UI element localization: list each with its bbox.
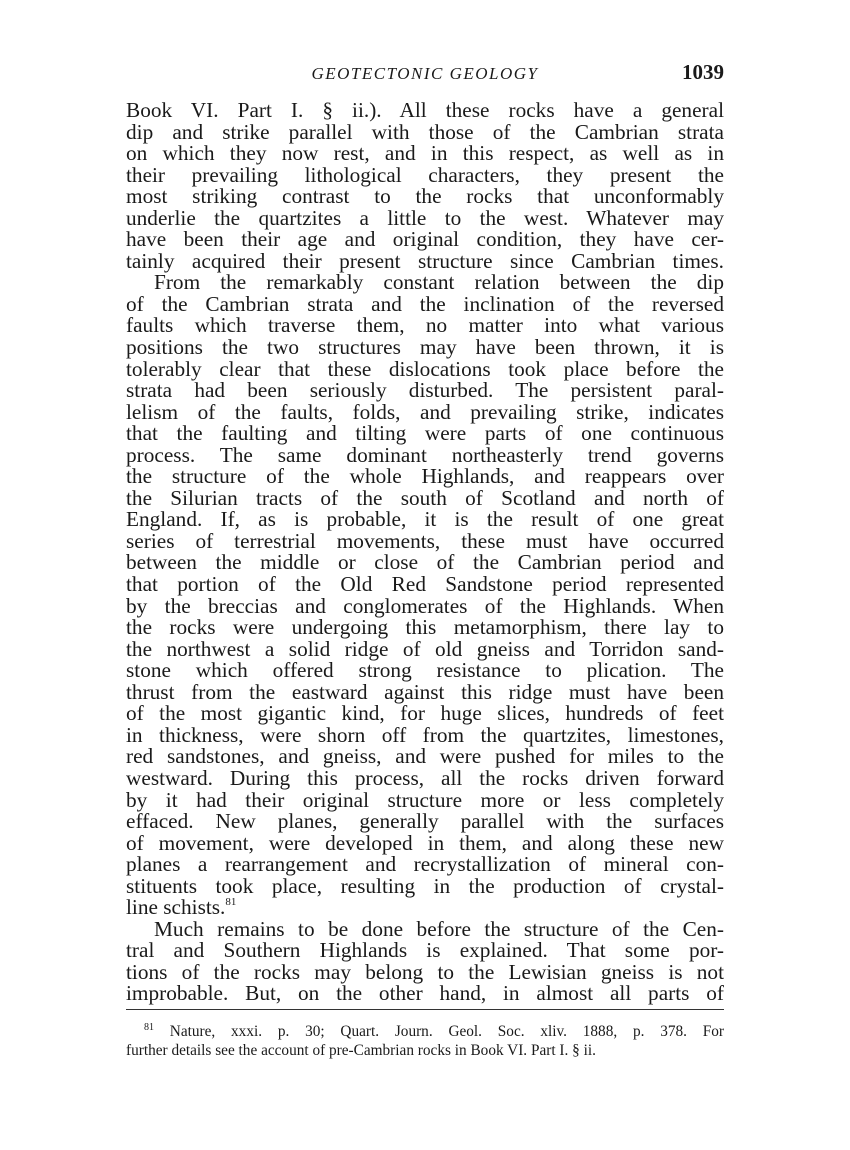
text-line: dip and strike parallel with those of the Cambrian strata <box>126 119 724 144</box>
text-line: effaced. New planes, generally parallel with the surfaces <box>126 809 724 834</box>
paragraph-3 <box>126 916 724 1006</box>
text-line: tolerably clear that these dislocations took place before the <box>126 356 724 381</box>
body-text <box>126 100 724 1005</box>
text-line: stituents took place, resulting in the production of crystal- <box>126 873 724 898</box>
text-line: England. If, as is probable, it is the result of one great <box>126 507 724 532</box>
text-line <box>126 897 724 919</box>
text-line: process. The same dominant northeasterly trend governs <box>126 442 724 467</box>
text-line: the Silurian tracts of the south of Scotland and north of <box>126 485 724 510</box>
text-line: between the middle or close of the Cambrian period and <box>126 550 724 575</box>
text-line: tions of the rocks may belong to the Lewisian gneiss is not <box>126 959 724 984</box>
footnote-divider <box>126 1009 724 1010</box>
text-line: most striking contrast to the rocks that unconformably <box>126 184 724 209</box>
text-line: of the most gigantic kind, for huge slices, hundreds of feet <box>126 701 724 726</box>
text-line: on which they now rest, and in this respect, as well as in <box>126 141 724 166</box>
footnote <box>126 1022 724 1060</box>
text-line: that the faulting and tilting were parts of one continuous <box>126 421 724 446</box>
paragraph-1 <box>126 100 724 272</box>
text-line: by the breccias and conglomerates of the Highlands. When <box>126 593 724 618</box>
page-number: 1039 <box>682 60 724 84</box>
text-line: series of terrestrial movements, these must have occurred <box>126 528 724 553</box>
text-line: tainly acquired their present structure since Cambrian times. <box>126 248 724 273</box>
footnote-line <box>126 1022 724 1041</box>
text-line: planes a rearrangement and recrystallization of mineral con- <box>126 852 724 877</box>
text-line: of the Cambrian strata and the inclination of the reversed <box>126 291 724 316</box>
footnote-line: further details see the account of pre-Cambrian rocks in Book VI. Part I. § ii. <box>126 1042 596 1059</box>
text-line: faults which traverse them, no matter into what various <box>126 313 724 338</box>
text-line: red sandstones, and gneiss, and were pushed for miles to the <box>126 744 724 769</box>
text-line: stone which offered strong resistance to plication. The <box>126 658 724 683</box>
text-line-content: line schists. <box>126 895 226 920</box>
text-line: Book VI. Part I. § ii.). All these rocks have a general <box>126 98 724 122</box>
text-line: thrust from the eastward against this ridge must have been <box>126 679 724 704</box>
text-line: From the remarkably constant relation between the dip <box>154 270 724 295</box>
text-line: underlie the quartzites a little to the west. Whatever may <box>126 205 724 230</box>
text-line: lelism of the faults, folds, and prevailing strike, indicates <box>126 399 724 424</box>
text-line: positions the two structures may have been thrown, it is <box>126 335 724 360</box>
footnote-reference: 81 <box>225 896 237 909</box>
text-line: Much remains to be done before the structure of the Cen- <box>154 916 724 941</box>
running-head <box>126 60 724 88</box>
footnote-marker: 81 <box>144 1022 154 1033</box>
running-title: GEOTECTONIC GEOLOGY <box>311 64 539 83</box>
text-line: that portion of the Old Red Sandstone period represented <box>126 572 724 597</box>
text-line: by it had their original structure more or less completely <box>126 787 724 812</box>
text-line: their prevailing lithological characters, they present the <box>126 162 724 187</box>
text-line: in thickness, were shorn off from the quartzites, limestones, <box>126 722 724 747</box>
text-line: have been their age and original condition, they have cer- <box>126 227 724 252</box>
text-line: of movement, were developed in them, and along these new <box>126 830 724 855</box>
footnote-text: Nature, xxxi. p. 30; Quart. Journ. Geol. Soc. xliv. 1888, p. 378. For <box>169 1023 724 1040</box>
text-line: the northwest a solid ridge of old gneiss and Torridon sand- <box>126 636 724 661</box>
text-line: the structure of the whole Highlands, and reappears over <box>126 464 724 489</box>
paragraph-2 <box>126 272 724 918</box>
text-line: improbable. But, on the other hand, in almost all parts of <box>126 981 724 1006</box>
text-line: westward. During this process, all the rocks driven forward <box>126 765 724 790</box>
text-line: tral and Southern Highlands is explained. That some por- <box>126 938 724 963</box>
text-line: strata had been seriously disturbed. The persistent paral- <box>126 378 724 403</box>
text-line: the rocks were undergoing this metamorphism, there lay to <box>126 615 724 640</box>
